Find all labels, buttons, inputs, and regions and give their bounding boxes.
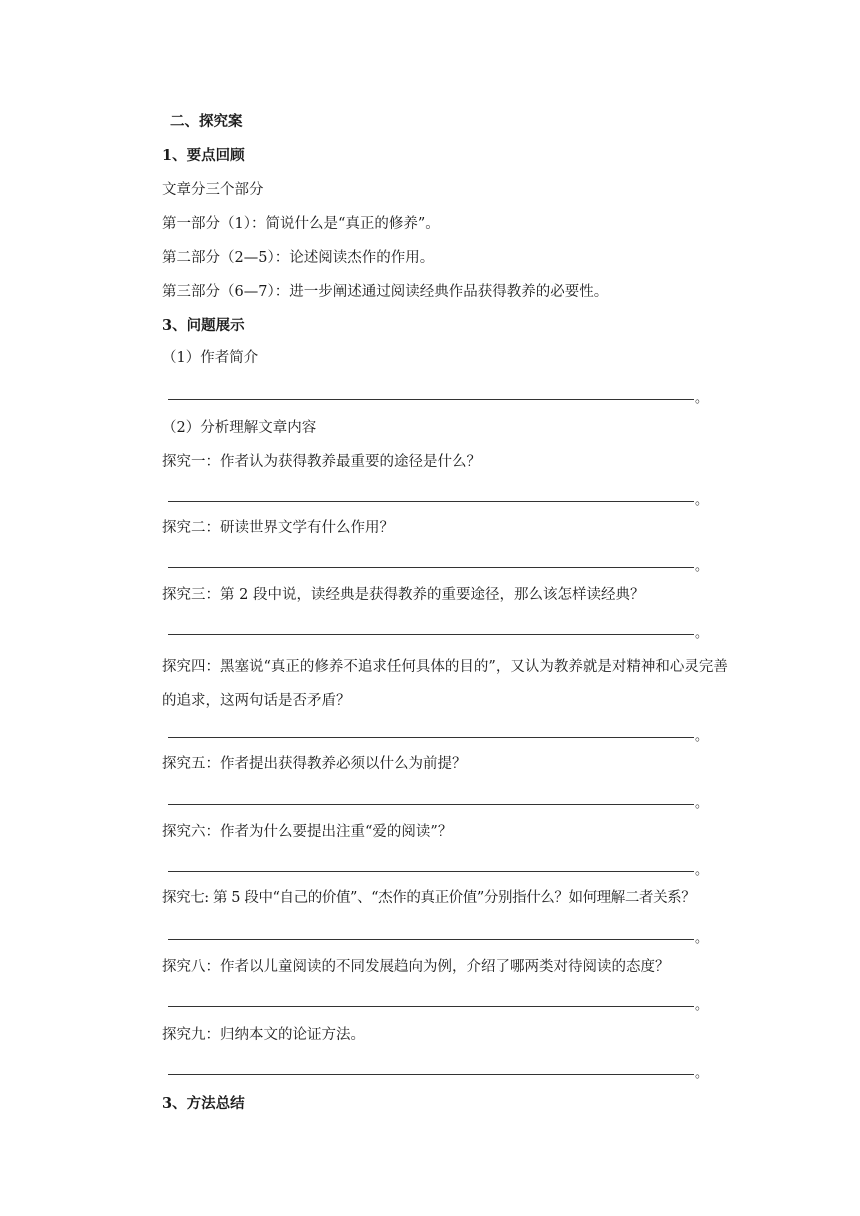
question-6: 探究六：作者为什么要提出注重“爱的阅读”？ (162, 824, 453, 840)
review-heading: 1、要点回顾 (162, 147, 245, 164)
question-2: 探究二：研读世界文学有什么作用？ (162, 520, 394, 536)
question-9: 探究九：归纳本文的论证方法。 (162, 1027, 365, 1043)
review-part-2: 第二部分（2—5）：论述阅读杰作的作用。 (162, 250, 435, 266)
question-8: 探究八：作者以儿童阅读的不同发展趋向为例，介绍了哪两类对待阅读的态度？ (162, 959, 670, 975)
answer-line-9[interactable] (168, 1059, 708, 1079)
answer-line-8[interactable] (168, 991, 708, 1011)
answer-line-6[interactable] (168, 856, 708, 876)
answer-period: 。 (694, 559, 708, 574)
review-part-3: 第三部分（6—7）：进一步阐述通过阅读经典作品获得教养的必要性。 (162, 284, 609, 300)
problems-heading: 3、问题展示 (162, 317, 245, 334)
review-part-1: 第一部分（1）：简说什么是“真正的修养”。 (162, 216, 440, 232)
question-4: 探究四：黑塞说“真正的修养不追求任何具体的目的”，又认为教养就是对精神和心灵完善的追求，这两句话是否矛盾？ (162, 659, 728, 709)
review-intro: 文章分三个部分 (162, 182, 264, 198)
answer-line-7[interactable] (168, 924, 708, 944)
answer-period: 。 (694, 796, 708, 811)
answer-period: 。 (694, 391, 708, 406)
answer-period: 。 (694, 931, 708, 946)
answer-period: 。 (694, 626, 708, 641)
section-title: 二、探究案 (170, 113, 243, 130)
question-7: 探究七: 第 5 段中“自己的价值”、“杰作的真正价值”分别指什么？如何理解二者关系？ (162, 890, 696, 906)
answer-line-4[interactable] (168, 722, 708, 742)
answer-line-3[interactable] (168, 619, 708, 639)
answer-period: 。 (694, 863, 708, 878)
answer-period: 。 (694, 493, 708, 508)
question-3: 探究三：第 2 段中说，读经典是获得教养的重要途径，那么该怎样读经典？ (162, 587, 645, 603)
answer-line-1[interactable] (168, 486, 708, 506)
question-1: 探究一：作者认为获得教养最重要的途径是什么？ (162, 454, 481, 470)
answer-line-5[interactable] (168, 789, 708, 809)
content-analysis-label: （2）分析理解文章内容 (162, 420, 317, 436)
author-intro-label: （1）作者简介 (162, 350, 259, 366)
answer-line-author[interactable] (168, 384, 708, 404)
question-5: 探究五：作者提出获得教养必须以什么为前提？ (162, 756, 467, 772)
answer-period: 。 (694, 729, 708, 744)
answer-line-2[interactable] (168, 552, 708, 572)
answer-period: 。 (694, 998, 708, 1013)
answer-period: 。 (694, 1066, 708, 1081)
method-heading: 3、方法总结 (162, 1095, 245, 1112)
